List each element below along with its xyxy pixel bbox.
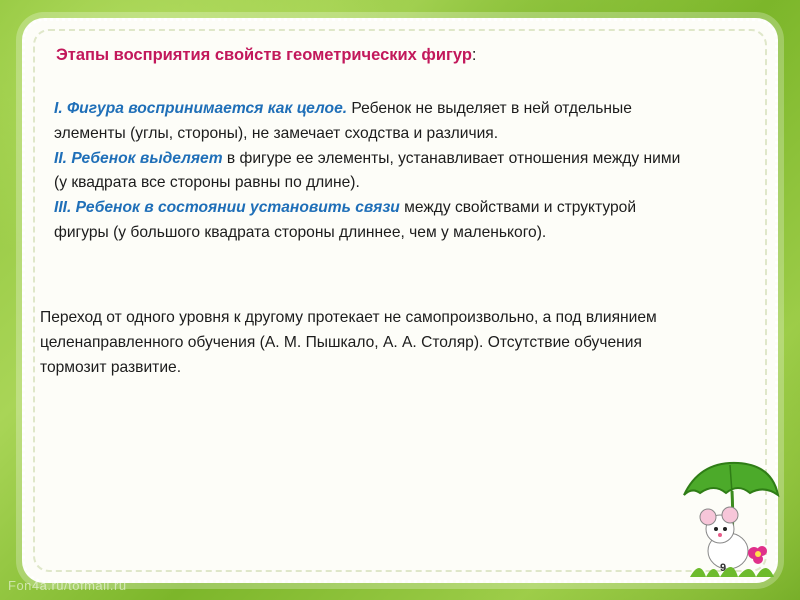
conclusion-paragraph: Переход от одного уровня к другому протекает не самопроизвольно, а под влиянием целенаправленного обучения (А. М. Пышкало, А. А. Столяр). Отсутствие обучения тормозит развитие. [40,309,657,376]
stage-item [54,196,694,246]
stage-label: I. Фигура воспринимается как целое. [54,100,348,117]
stage-text: между свойствами и структурой фигуры (у большого квадрата стороны длиннее, чем у маленького). [54,199,637,241]
page-number: 9 [720,562,727,574]
title-text: Этапы восприятия свойств геометрических фигур [56,46,472,64]
stage-item [54,147,694,197]
stage-label: III. Ребенок в состоянии установить связи [54,199,400,217]
stage-label: II. Ребенок выделяет [54,149,223,167]
stages-list [54,97,694,246]
stage-item [54,97,694,147]
watermark: Fon4a.ru/tofmail.ru [8,578,127,593]
cartoon-mouse-umbrella-icon [680,455,780,580]
slide-title [56,46,696,65]
title-colon: : [471,46,477,64]
stage-text: Ребенок не выделяет в ней отдельные элементы (углы, стороны), не замечает сходства и различия. [54,100,632,142]
stage-text: в фигуре ее элементы, устанавливает отношения между ними (у квадрата все стороны равны по длине). [54,149,681,192]
